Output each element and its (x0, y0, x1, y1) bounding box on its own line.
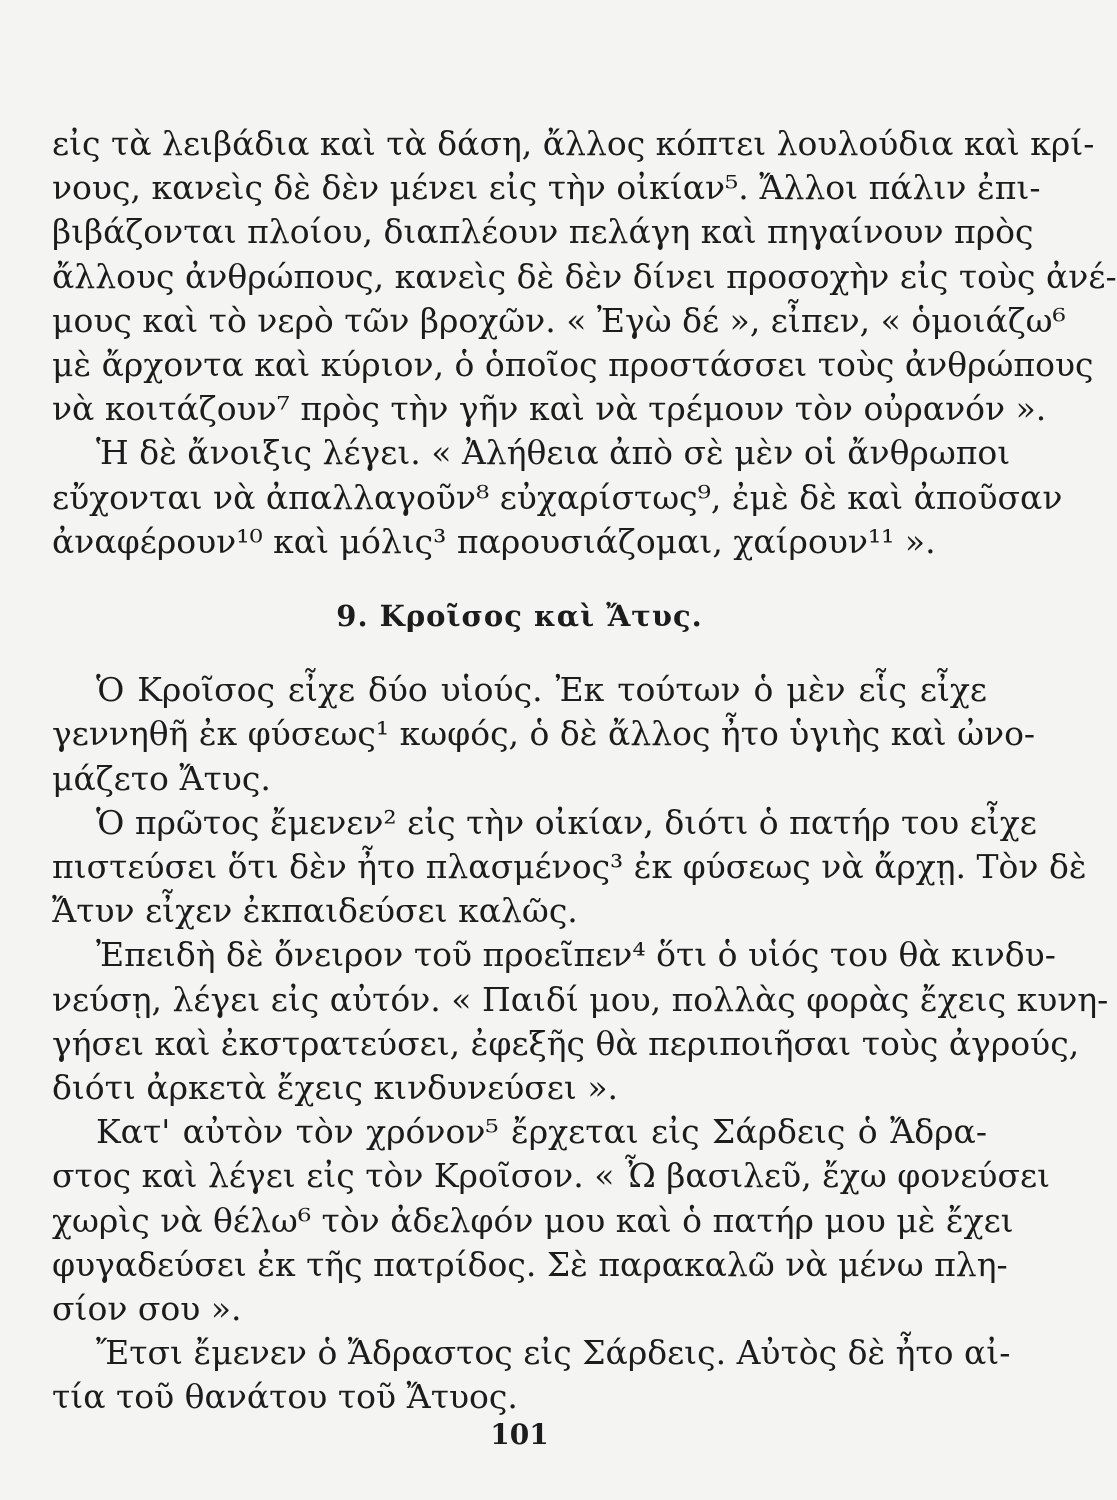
text-line: τία τοῦ θανάτου τοῦ Ἄτυος. (52, 1377, 518, 1417)
text-line: γήσει καὶ ἐκστρατεύσει, ἐφεξῆς θὰ περιποιῆσαι τοὺς ἀγρούς, (52, 1023, 1080, 1063)
text-line: νεύσῃ, λέγει εἰς αὐτόν. « Παιδί μου, πολλὰς φορὰς ἔχεις κυνη- (52, 979, 1109, 1019)
text-line: διότι ἀρκετὰ ἔχεις κινδυνεύσει ». (52, 1068, 619, 1108)
text-line: Ὁ Κροῖσος εἶχε δύο υἱούς. Ἐκ τούτων ὁ μὲν εἷς εἶχε (96, 670, 987, 710)
text-line: μὲ ἄρχοντα καὶ κύριον, ὁ ὁποῖος προστάσσει τοὺς ἀνθρώπους (52, 345, 1094, 385)
text-line: Ἔτσι ἔμενεν ὁ Ἄδραστος εἰς Σάρδεις. Αὐτὸς δὲ ἦτο αἰ- (96, 1333, 1011, 1373)
text-line: σίον σου ». (52, 1289, 242, 1329)
text-line: φυγαδεύσει ἐκ τῆς πατρίδος. Σὲ παρακαλῶ νὰ μένω πλη- (52, 1244, 1008, 1284)
section-heading: 9. Κροῖσος καὶ Ἄτυς. (336, 599, 703, 634)
text-line: μάζετο Ἄτυς. (52, 758, 271, 798)
text-line: χωρὶς νὰ θέλω⁶ τὸν ἀδελφόν μου καὶ ὁ πατήρ μου μὲ ἔχει (52, 1200, 1014, 1240)
text-line: Ἡ δὲ ἄνοιξις λέγει. « Ἀλήθεια ἀπὸ σὲ μὲν οἱ ἄνθρωποι (96, 433, 1011, 473)
text-line: βιβάζονται πλοίου, διαπλέουν πελάγη καὶ πηγαίνουν πρὸς (52, 212, 1034, 252)
text-line: εὔχονται νὰ ἀπαλλαγοῦν⁸ εὐχαρίστως⁹, ἐμὲ δὲ καὶ ἀποῦσαν (52, 477, 1063, 517)
text-line: Κατ' αὐτὸν τὸν χρόνον⁵ ἔρχεται εἰς Σάρδεις ὁ Ἄδρα- (96, 1112, 987, 1152)
text-line: Ὁ πρῶτος ἔμενεν² εἰς τὴν οἰκίαν, διότι ὁ πατήρ του εἶχε (96, 802, 1037, 842)
text-line: ἄλλους ἀνθρώπους, κανεὶς δὲ δὲν δίνει προσοχὴν εἰς τοὺς ἀνέ- (52, 256, 1117, 296)
text-line: μους καὶ τὸ νερὸ τῶν βροχῶν. « Ἐγὼ δέ », εἶπεν, « ὁμοιάζω⁶ (52, 300, 1066, 340)
text-line: Ἄτυν εἶχεν ἐκπαιδεύσει καλῶς. (52, 891, 578, 931)
text-line: Ἐπειδὴ δὲ ὄνειρον τοῦ προεῖπεν⁴ ὅτι ὁ υἱός του θὰ κινδυ- (96, 935, 1056, 975)
page-number: 101 (490, 1418, 549, 1451)
text-line: εἰς τὰ λειβάδια καὶ τὰ δάση, ἄλλος κόπτει λουλούδια καὶ κρί- (52, 124, 1095, 163)
body-text (52, 122, 1117, 1420)
text-line: γεννηθῆ ἐκ φύσεως¹ κωφός, ὁ δὲ ἄλλος ἦτο ὑγιὴς καὶ ὠνο- (52, 714, 1036, 754)
text-line: ἀναφέρουν¹⁰ καὶ μόλις³ παρουσιάζομαι, χαίρουν¹¹ ». (52, 521, 936, 561)
text-line: νους, κανεὶς δὲ δὲν μένει εἰς τὴν οἰκίαν⁵. Ἄλλοι πάλιν ἐπι- (52, 168, 1041, 208)
text-line: πιστεύσει ὅτι δὲν ἦτο πλασμένος³ ἐκ φύσεως νὰ ἄρχῃ. Τὸν δὲ (52, 847, 1087, 887)
text-line: νὰ κοιτάζουν⁷ πρὸς τὴν γῆν καὶ νὰ τρέμουν τὸν οὐρανόν ». (52, 389, 1047, 429)
text-line: στος καὶ λέγει εἰς τὸν Κροῖσον. « Ὦ βασιλεῦ, ἔχω φονεύσει (52, 1156, 1051, 1196)
